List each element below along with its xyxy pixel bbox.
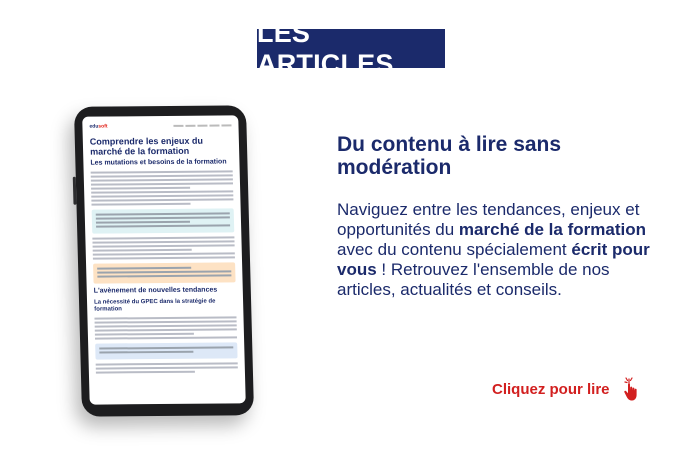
screen-paragraph: [91, 170, 234, 205]
screen-paragraph: [96, 362, 238, 373]
screen-article-heading: Comprendre les enjeux du marché de la formation: [89, 135, 204, 157]
screen-callout-blue: [95, 342, 237, 359]
tablet-screen: [82, 115, 246, 404]
page-title: LES ARTICLES: [257, 29, 445, 68]
read-articles-label[interactable]: Cliquez pour lire: [492, 380, 610, 398]
read-articles-link[interactable]: [492, 376, 642, 402]
screen-section-subheading: La nécessité du GPEC dans la stratégie de formation: [93, 298, 216, 313]
screen-section-heading: L'avènement de nouvelles tendances: [93, 286, 218, 295]
screen-callout-teal: [92, 208, 235, 233]
tablet-mockup: [74, 105, 254, 416]
screen-paragraph: [94, 316, 237, 339]
content-body: Naviguez entre les tendances, enjeux et opportunités du marché de la formation avec du contenu spécialement écrit pour vous ! Retrouvez l'ensemble de nos articles, actualités et conseils.: [337, 200, 650, 299]
screen-callout-orange: [93, 262, 236, 283]
pointer-hand-icon[interactable]: [622, 376, 642, 402]
screen-article-subheading: Les mutations et besoins de la formation: [90, 158, 227, 167]
screen-paragraph: [92, 236, 235, 259]
screen-navbar: [89, 121, 231, 130]
content-headline: Du contenu à lire sans modération: [337, 133, 562, 179]
screen-logo: edusoft: [89, 123, 108, 130]
screen-nav-links: [173, 124, 231, 127]
